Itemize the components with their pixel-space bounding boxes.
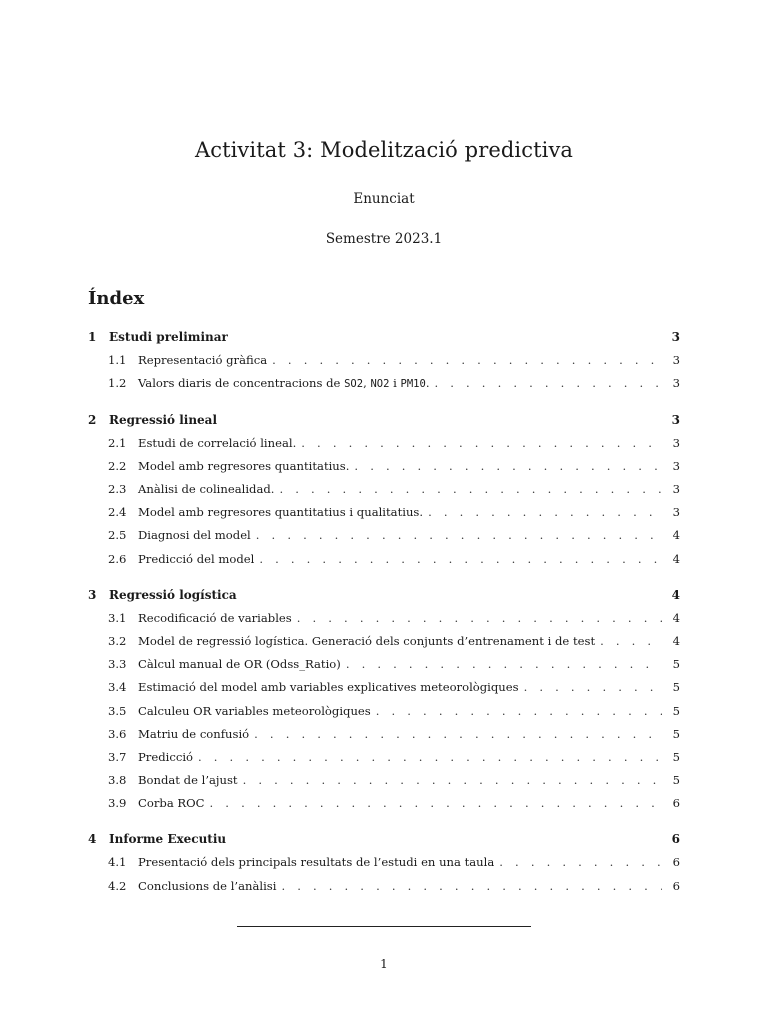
toc-item-page: 4 bbox=[672, 634, 680, 648]
toc-item-page: 4 bbox=[672, 528, 680, 542]
toc-item-page: 6 bbox=[672, 855, 680, 869]
toc-item-page: 4 bbox=[672, 552, 680, 566]
toc-item-number: 3.3 bbox=[108, 657, 127, 671]
toc-item-label: Estudi de correlació lineal. bbox=[138, 436, 297, 450]
toc-item-2-3[interactable] bbox=[88, 479, 680, 499]
document-subtitle: Enunciat bbox=[353, 191, 415, 207]
toc-leader-dots bbox=[281, 876, 662, 896]
toc-item-page: 5 bbox=[672, 773, 680, 787]
toc-item-separator: , bbox=[363, 376, 371, 390]
toc-leader-dots bbox=[297, 608, 662, 628]
toc-leader-dots bbox=[198, 747, 662, 767]
toc-item-2-4[interactable] bbox=[88, 502, 680, 522]
toc-item-number: 2.2 bbox=[108, 459, 127, 473]
toc-item-3-8[interactable] bbox=[88, 770, 680, 790]
toc-item-number: 1.2 bbox=[108, 376, 127, 390]
toc-item-number: 3.8 bbox=[108, 773, 127, 787]
toc-section-label: Regressió logística bbox=[109, 588, 237, 602]
toc-leader-dots bbox=[256, 525, 662, 545]
toc-section-2[interactable] bbox=[88, 410, 680, 430]
toc-item-label: Presentació dels principals resultats de l’estudi en una taula bbox=[138, 855, 495, 869]
toc-item-page: 3 bbox=[672, 436, 680, 450]
toc-item-2-1[interactable] bbox=[88, 433, 680, 453]
toc-item-label: Representació gràfica bbox=[138, 353, 268, 367]
toc-section-label: Regressió lineal bbox=[109, 413, 218, 427]
toc-item-label: Càlcul manual de OR (Odss_Ratio) bbox=[138, 657, 341, 671]
toc-section-4[interactable] bbox=[88, 829, 680, 849]
toc-leader-dots bbox=[279, 479, 662, 499]
toc-leader-dots bbox=[428, 502, 662, 522]
toc-item-number: 4.1 bbox=[108, 855, 127, 869]
toc-item-page: 3 bbox=[672, 505, 680, 519]
toc-item-number: 3.7 bbox=[108, 750, 127, 764]
footer-rule bbox=[237, 926, 531, 927]
toc-leader-dots bbox=[499, 852, 662, 872]
toc-item-number: 3.2 bbox=[108, 634, 127, 648]
toc-section-1[interactable] bbox=[88, 327, 680, 347]
toc-item-code-pm10: PM10 bbox=[400, 378, 426, 390]
toc-item-label: Model amb regresores quantitatius i qualitatius. bbox=[138, 505, 424, 519]
toc-leader-dots bbox=[524, 677, 662, 697]
toc-item-2-5[interactable] bbox=[88, 525, 680, 545]
toc-item-1-2[interactable] bbox=[88, 373, 680, 393]
toc-leader-dots bbox=[376, 701, 662, 721]
toc-item-number: 3.9 bbox=[108, 796, 127, 810]
toc-item-number: 2.5 bbox=[108, 528, 127, 542]
toc-item-label bbox=[138, 373, 430, 394]
toc-heading: Índex bbox=[88, 288, 145, 309]
toc-item-label: Conclusions de l’anàlisi bbox=[138, 879, 277, 893]
toc-item-label: Corba ROC bbox=[138, 796, 205, 810]
toc-item-number: 3.4 bbox=[108, 680, 127, 694]
toc-item-3-5[interactable] bbox=[88, 701, 680, 721]
toc-leader-dots bbox=[210, 793, 662, 813]
toc-item-label-prefix: Valors diaris de concentracions de bbox=[138, 376, 345, 390]
toc-item-number: 2.3 bbox=[108, 482, 127, 496]
toc-item-page: 6 bbox=[672, 879, 680, 893]
toc-section-number: 2 bbox=[88, 413, 97, 427]
toc-item-3-3[interactable] bbox=[88, 654, 680, 674]
toc-leader-dots bbox=[243, 770, 662, 790]
toc-item-3-1[interactable] bbox=[88, 608, 680, 628]
toc-item-label: Predicció del model bbox=[138, 552, 255, 566]
toc-item-3-2[interactable] bbox=[88, 631, 680, 651]
toc-item-separator: i bbox=[389, 376, 401, 390]
toc-section-label: Informe Executiu bbox=[109, 832, 227, 846]
toc-item-number: 2.6 bbox=[108, 552, 127, 566]
toc-item-label: Anàlisi de colinealidad. bbox=[138, 482, 275, 496]
toc-item-label: Model amb regresores quantitatius. bbox=[138, 459, 350, 473]
document-title: Activitat 3: Modelització predictiva bbox=[194, 138, 574, 162]
toc-item-number: 3.6 bbox=[108, 727, 127, 741]
toc-item-page: 5 bbox=[672, 750, 680, 764]
toc-item-3-4[interactable] bbox=[88, 677, 680, 697]
toc-item-page: 6 bbox=[672, 796, 680, 810]
toc-item-page: 5 bbox=[672, 657, 680, 671]
toc-item-page: 5 bbox=[672, 704, 680, 718]
toc-section-3[interactable] bbox=[88, 585, 680, 605]
toc-section-label: Estudi preliminar bbox=[109, 330, 228, 344]
toc-item-label: Model de regressió logística. Generació dels conjunts d’entrenament i de test bbox=[138, 634, 596, 648]
toc-item-number: 3.1 bbox=[108, 611, 127, 625]
toc-item-number: 1.1 bbox=[108, 353, 127, 367]
toc-leader-dots bbox=[435, 373, 663, 393]
toc-item-4-2[interactable] bbox=[88, 876, 680, 896]
toc-leader-dots bbox=[254, 724, 662, 744]
toc-item-number: 2.1 bbox=[108, 436, 127, 450]
toc-item-3-6[interactable] bbox=[88, 724, 680, 744]
toc-section-number: 4 bbox=[88, 832, 97, 846]
toc-item-page: 3 bbox=[672, 353, 680, 367]
toc-leader-dots bbox=[600, 631, 662, 651]
toc-item-1-1[interactable] bbox=[88, 350, 680, 370]
toc-section-page: 3 bbox=[671, 330, 680, 344]
toc-section-number: 3 bbox=[88, 588, 97, 602]
toc-item-number: 2.4 bbox=[108, 505, 127, 519]
toc-item-2-6[interactable] bbox=[88, 549, 680, 569]
toc-item-code-no2: NO2 bbox=[370, 378, 390, 390]
toc-item-4-1[interactable] bbox=[88, 852, 680, 872]
toc-item-label: Calculeu OR variables meteorològiques bbox=[138, 704, 371, 718]
toc-item-label-suffix: . bbox=[425, 376, 430, 390]
toc-item-label: Bondat de l’ajust bbox=[138, 773, 238, 787]
toc-item-label: Estimació del model amb variables explicatives meteorològiques bbox=[138, 680, 519, 694]
toc-item-page: 4 bbox=[672, 611, 680, 625]
toc-item-page: 5 bbox=[672, 727, 680, 741]
toc-item-3-9[interactable] bbox=[88, 793, 680, 813]
toc-item-number: 3.5 bbox=[108, 704, 127, 718]
page-number: 1 bbox=[380, 957, 388, 971]
toc-leader-dots bbox=[301, 433, 662, 453]
toc-item-page: 5 bbox=[672, 680, 680, 694]
toc-leader-dots bbox=[354, 456, 662, 476]
toc-item-label: Recodificació de variables bbox=[138, 611, 292, 625]
toc-item-label: Diagnosi del model bbox=[138, 528, 251, 542]
toc-section-page: 4 bbox=[671, 588, 680, 602]
toc-leader-dots bbox=[259, 549, 662, 569]
toc-item-page: 3 bbox=[672, 459, 680, 473]
toc-item-page: 3 bbox=[672, 376, 680, 390]
toc-item-label: Predicció bbox=[138, 750, 194, 764]
toc-leader-dots bbox=[272, 350, 662, 370]
toc-item-2-2[interactable] bbox=[88, 456, 680, 476]
toc-item-code-so2: SO2 bbox=[344, 378, 364, 390]
toc-item-page: 3 bbox=[672, 482, 680, 496]
toc-section-page: 3 bbox=[671, 413, 680, 427]
toc-item-3-7[interactable] bbox=[88, 747, 680, 767]
toc-item-number: 4.2 bbox=[108, 879, 127, 893]
toc-section-page: 6 bbox=[671, 832, 680, 846]
toc-section-number: 1 bbox=[88, 330, 97, 344]
toc-item-label: Matriu de confusió bbox=[138, 727, 250, 741]
toc-leader-dots bbox=[346, 654, 662, 674]
document-semester: Semestre 2023.1 bbox=[325, 231, 443, 247]
